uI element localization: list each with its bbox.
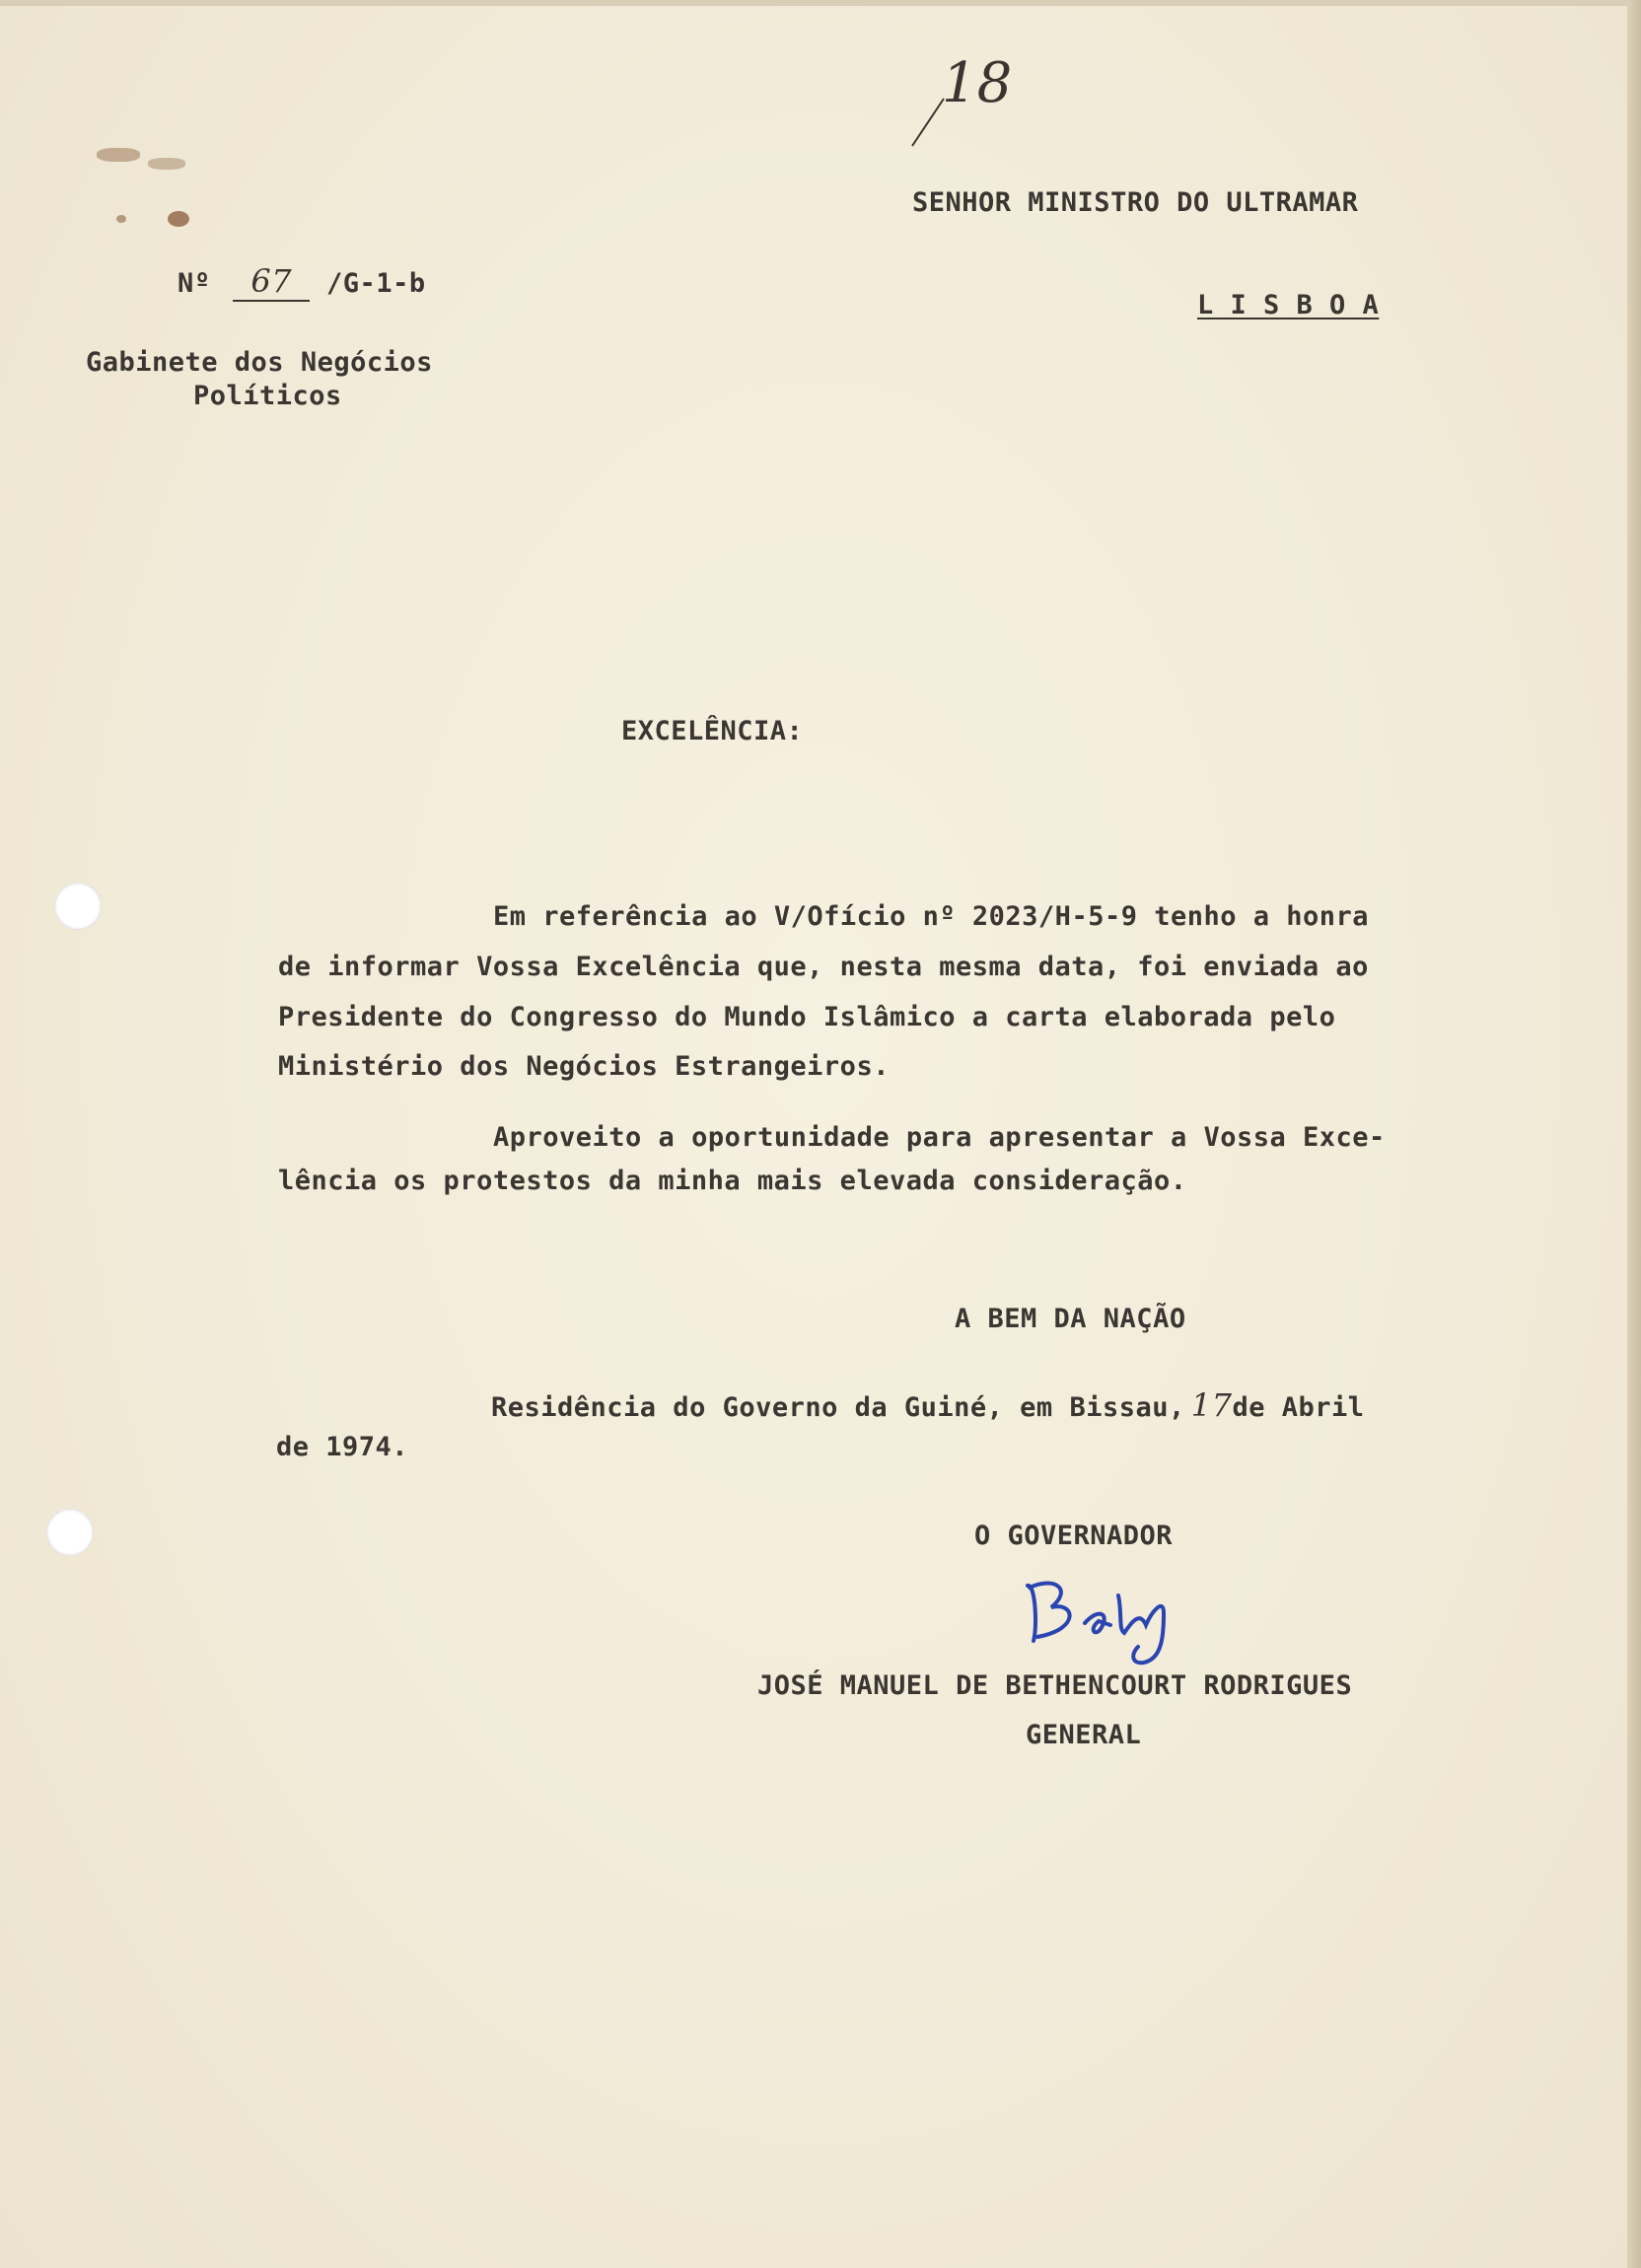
- signatory-name: JOSÉ MANUEL DE BETHENCOURT RODRIGUES: [757, 1670, 1353, 1701]
- addressee-line-1: SENHOR MINISTRO DO ULTRAMAR: [912, 187, 1359, 218]
- body-p2-line-1: Aproveito a oportunidade para apresentar a Vossa Exce-: [493, 1122, 1386, 1153]
- department-line-2: Políticos: [193, 381, 342, 411]
- reference-suffix: /G-1-b: [326, 268, 426, 299]
- reference-number-handwritten: 67: [233, 262, 310, 302]
- place-date-text-after: de Abril: [1232, 1392, 1365, 1423]
- page-top-edge: [0, 0, 1641, 6]
- place-date-text-before: Residência do Governo da Guiné, em Bissau,: [491, 1392, 1185, 1423]
- folio-number-text: 18: [942, 51, 1013, 115]
- department-line-1: Gabinete dos Negócios: [86, 347, 433, 378]
- reference-prefix: Nº: [178, 268, 211, 299]
- signatory-rank: GENERAL: [1026, 1720, 1142, 1750]
- reference-number: [178, 262, 426, 302]
- folio-number: [902, 47, 1011, 156]
- punch-hole-top: [54, 883, 102, 930]
- body-p1-line-3: Presidente do Congresso do Mundo Islâmico a carta elaborada pelo: [278, 1002, 1336, 1032]
- place-date-line-2: de 1974.: [276, 1432, 409, 1462]
- body-p1-line-1: Em referência ao V/Ofício nº 2023/H-5-9 tenho a honra: [493, 901, 1370, 932]
- addressee-city: L I S B O A: [1197, 290, 1380, 320]
- body-p1-line-4: Ministério dos Negócios Estrangeiros.: [278, 1051, 890, 1082]
- place-date-line-1: [491, 1386, 1365, 1424]
- salutation: EXCELÊNCIA:: [621, 716, 804, 746]
- closing-formula: A BEM DA NAÇÃO: [955, 1304, 1186, 1334]
- signatory-title: O GOVERNADOR: [974, 1521, 1174, 1551]
- place-date-day-handwritten: 17: [1190, 1386, 1233, 1424]
- handwritten-signature: [1016, 1568, 1193, 1676]
- page-right-edge: [1627, 0, 1641, 2268]
- body-p2-line-2: lência os protestos da minha mais elevada consideração.: [278, 1166, 1187, 1196]
- punch-hole-bottom: [46, 1509, 94, 1556]
- body-p1-line-2: de informar Vossa Excelência que, nesta mesma data, foi enviada ao: [278, 952, 1369, 982]
